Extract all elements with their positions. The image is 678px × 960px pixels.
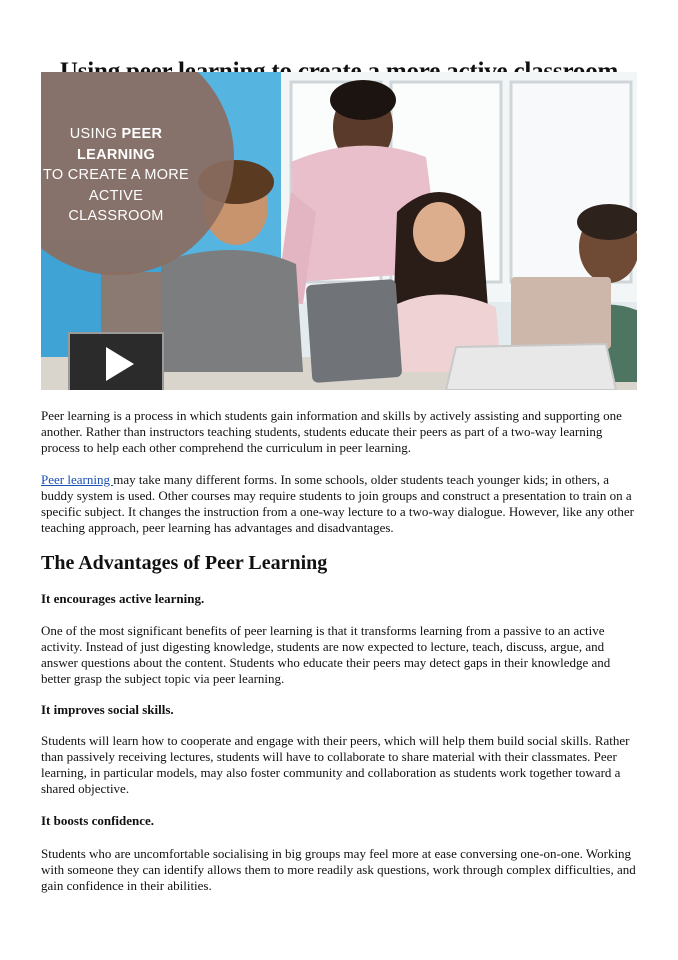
advantages-heading: The Advantages of Peer Learning [41,552,328,574]
overlay-line1-prefix: USING [69,126,122,142]
intro-paragraph-2 [41,472,637,536]
advantage-3-heading: It boosts confidence. [41,813,155,828]
intro-paragraph-1: Peer learning is a process in which students gain information and skills by actively assisting and supporting one another. Rather than instructors teaching students, students educate their peers as part of a two-way learning process to help each other comprehend the curriculum in peer learning. [41,408,622,455]
overlay-line1-bold: PEER LEARNING [76,126,163,163]
intro-paragraph-2-text: may take many different forms. In some schools, older students teach younger kids; in others, a buddy system is used. Other courses may require students to join groups and construct a presentation to train on a specific subject. It changes the instruction from a one-way lecture to a two-way dialogue. However, like any other teaching approach, peer learning has advantages and disadvantages. [41,472,634,535]
hero-video-thumbnail[interactable] [41,72,637,390]
play-icon [70,334,162,390]
hero-overlay-text [41,124,191,227]
advantage-2-heading: It improves social skills. [41,702,174,717]
advantage-3-body: Students who are uncomfortable socialising in big groups may feel more at ease conversing one-on-one. Working with someone they can identify allows them to more readily ask questions, work through complex difficulties, and gain confidence in their abilities. [41,846,636,893]
advantage-2-body: Students will learn how to cooperate and engage with their peers, which will help them build social skills. Rather than passively receiving lectures, students will have to collaborate to share material with their classmates. Peer learning, in particular models, may also foster community and collaboration as students work together toward a shared objective. [41,733,630,796]
advantage-1-body: One of the most significant benefits of peer learning is that it transforms learning from a passive to an active activity. Instead of just digesting knowledge, students are now expected to lecture, teach, discuss, argue, and answer questions about the content. Students who educate their peers may detect gaps in their knowledge and better grasp the subject topic via peer learning. [41,623,611,686]
overlay-line3: ACTIVE CLASSROOM [68,187,164,224]
advantage-1-heading: It encourages active learning. [41,591,205,606]
peer-learning-link[interactable]: Peer learning [41,472,114,487]
overlay-line2: TO CREATE A MORE [42,167,190,183]
video-play-button[interactable] [68,332,164,390]
